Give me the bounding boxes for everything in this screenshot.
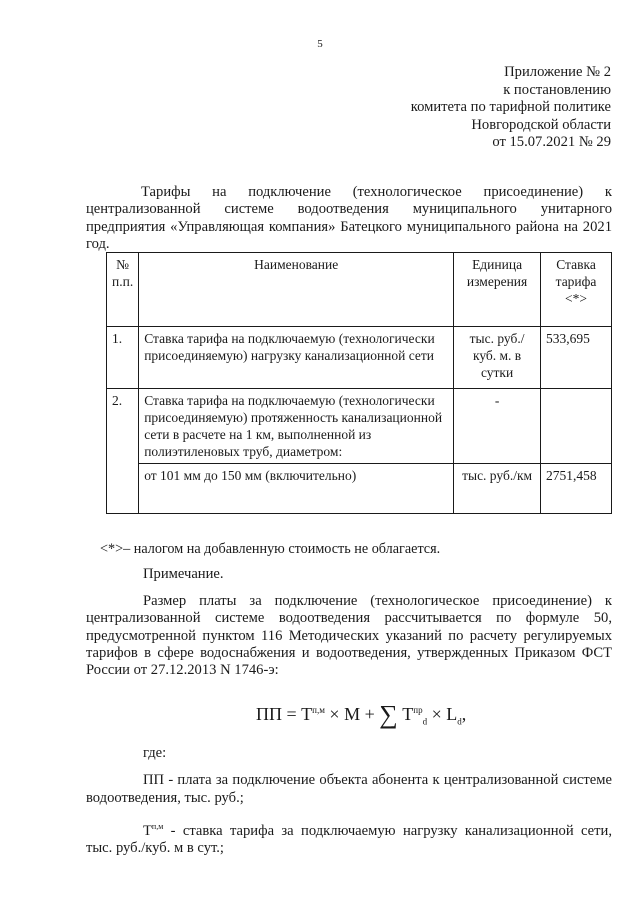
definition-pp: ПП - плата за подключение объекта абонента к централизованной системе водоотведения, тыс. руб.; (86, 772, 612, 806)
note-paragraph: Размер платы за подключение (технологическое присоединение) к централизованной системе водоотведения рассчитывается по формуле 50, предусмотренной пунктом 116 Методических указаний по расчету регулируемых тарифов в сфере водоснабжения и водоотведения, утвержденных Приказом ФСТ России от 27.12.2013 N 1746-э: (86, 593, 612, 679)
definition-t-text: - ставка тарифа за подключаемую нагрузку канализационной сети, тыс. руб./куб. м в сут.; (86, 822, 612, 857)
note-heading: Примечание. (143, 566, 224, 582)
table-row (107, 464, 612, 514)
appendix-line-2: к постановлению (503, 81, 611, 98)
row2-unit: - (454, 389, 541, 464)
table-header-row (107, 253, 612, 327)
appendix-line-1: Приложение № 2 (504, 64, 611, 80)
row1-unit: тыс. руб./куб. м. в сутки (454, 327, 541, 389)
row2-num: 2. (107, 389, 139, 514)
appendix-line-3: комитета по тарифной политике (410, 99, 611, 115)
formula-sum-symbol: ∑ (379, 700, 398, 729)
formula-t2-subscript: d (422, 716, 428, 727)
formula-comma: , (461, 704, 467, 724)
formula-m: М (344, 704, 361, 724)
header-num: № п.п. (107, 253, 139, 327)
formula-times-1: × (329, 704, 340, 724)
row1-name: Ставка тарифа на подключаемую (технологически присоединяемую) нагрузку канализационной сети (139, 327, 454, 389)
formula-t: Т (301, 704, 313, 724)
definition-t-symbol: Т (143, 822, 152, 839)
row3-name: от 101 мм до 150 мм (включительно) (139, 464, 454, 514)
row1-rate: 533,695 (541, 327, 612, 389)
formula-l-subscript: d (457, 716, 462, 727)
page-number: 5 (317, 38, 323, 50)
where-label: где: (143, 745, 167, 761)
row2-rate (541, 389, 612, 464)
vat-footnote: <*>– налогом на добавленную стоимость не облагается. (100, 541, 441, 557)
formula-plus: + (364, 704, 375, 724)
row1-num: 1. (107, 327, 139, 389)
formula-l: L (446, 704, 458, 724)
tariff-table (106, 252, 612, 514)
definition-t (86, 818, 612, 858)
formula-t2: Т (402, 704, 414, 724)
header-name: Наименование (139, 253, 454, 327)
row2-name: Ставка тарифа на подключаемую (технологически присоединяемую) протяженность канализационной сети в расчете на 1 км, выполненной из полиэтиленовых труб, диаметром: (139, 389, 454, 464)
formula-equals: = (286, 704, 297, 724)
appendix-header (311, 64, 611, 152)
row3-rate: 2751,458 (541, 464, 612, 514)
formula-t-superscript: п,м (312, 705, 325, 715)
formula-times-2: × (431, 704, 442, 724)
appendix-line-4: Новгородской области (471, 116, 611, 133)
table-row (107, 389, 612, 464)
formula-t2-superscript: пр (413, 705, 423, 715)
intro-paragraph: Тарифы на подключение (технологическое присоединение) к централизованной системе водоотведения муниципального унитарного предприятия «Управляющая компания» Батецкого муниципального района на 2021 год. (86, 184, 612, 252)
header-rate: Ставка тарифа <*> (541, 253, 612, 327)
table-row (107, 327, 612, 389)
fee-formula (256, 700, 466, 730)
row3-unit: тыс. руб./км (454, 464, 541, 514)
header-unit: Единица измерения (454, 253, 541, 327)
definition-t-superscript: п,м (151, 822, 164, 831)
formula-pp: ПП (256, 704, 282, 724)
appendix-line-5: от 15.07.2021 № 29 (492, 134, 611, 150)
